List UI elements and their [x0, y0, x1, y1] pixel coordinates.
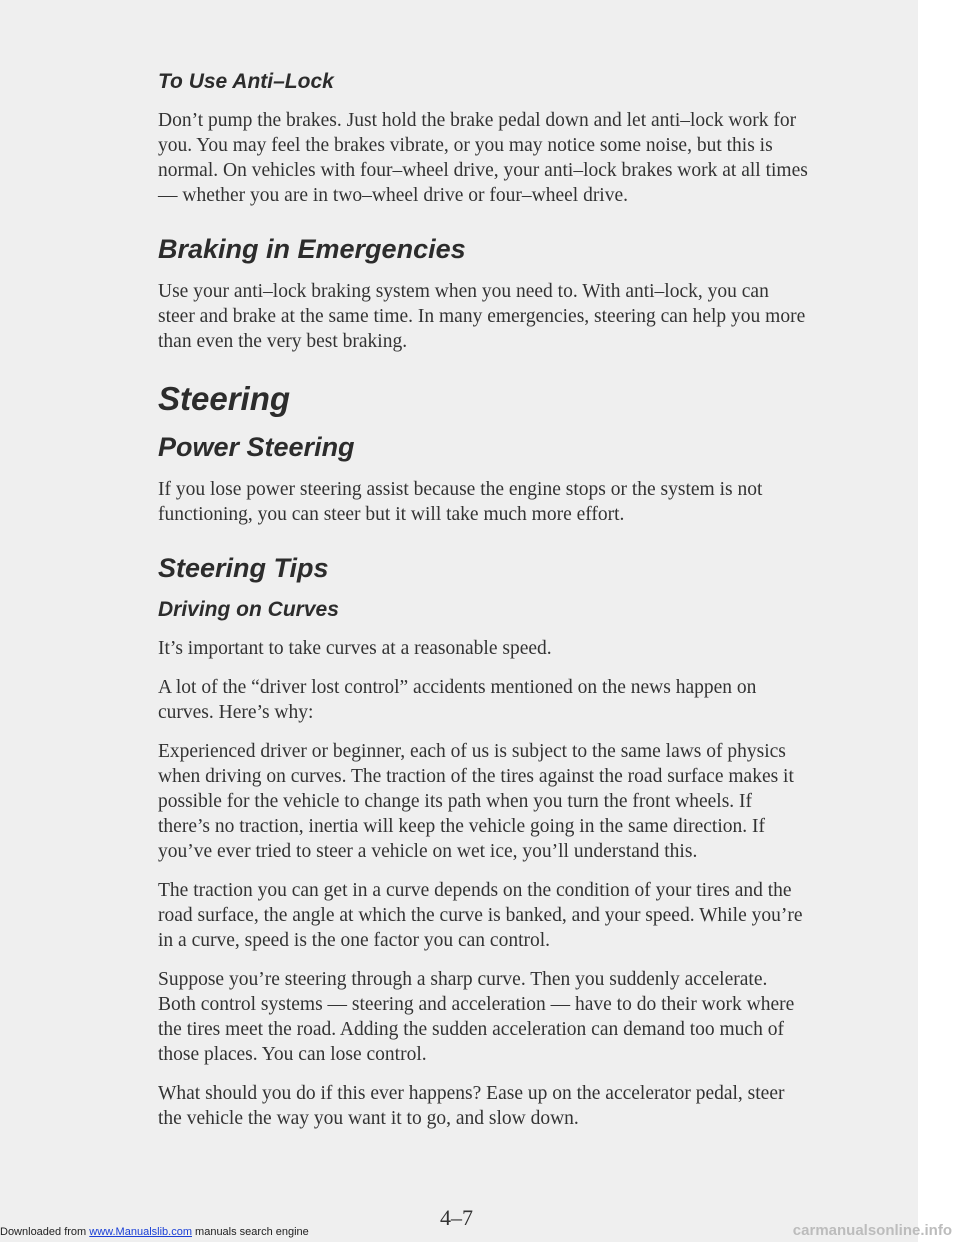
- heading-driving-on-curves: Driving on Curves: [158, 598, 339, 621]
- page-content: [158, 70, 808, 1145]
- page-number: 4–7: [440, 1205, 473, 1230]
- power-steering-paragraph: If you lose power steering assist because the engine stops or the system is not functioning, you can steer but it will take much more effort.: [158, 479, 763, 525]
- emergencies-paragraph: Use your anti–lock braking system when you need to. With anti–lock, you can steer and brake at the same time. In many emergencies, steering can help you more than even the very best braking.: [158, 281, 806, 352]
- footer-prefix: Downloaded from: [0, 1226, 90, 1238]
- anti-lock-paragraph: Don’t pump the brakes. Just hold the brake pedal down and let anti–lock work for you. You may feel the brakes vibrate, or you may notice some noise, but this is normal. On vehicles with four–wheel drive, your anti–lock brakes work at all times — whether you are in two–wheel drive or four–wheel drive.: [158, 110, 808, 206]
- heading-power-steering: Power Steering: [158, 432, 355, 462]
- curves-paragraph-5: Suppose you’re steering through a sharp curve. Then you suddenly accelerate. Both control systems — steering and acceleration — have to do their work where the tires meet the road. Adding the sudden acceleration can demand too much of those places. You can lose control.: [158, 969, 795, 1065]
- curves-paragraph-3: Experienced driver or beginner, each of us is subject to the same laws of physics when driving on curves. The traction of the tires against the road surface makes it possible for the vehicle to change its path when you turn the front wheels. If there’s no traction, inertia will keep the vehicle going in the same direction. If you’ve ever tried to steer a vehicle on wet ice, you’ll understand this.: [158, 741, 794, 862]
- curves-paragraph-6: What should you do if this ever happens? Ease up on the accelerator pedal, steer the vehicle the way you want it to go, and slow down.: [158, 1083, 785, 1129]
- site-watermark: carmanualsonline.info: [792, 1222, 952, 1239]
- curves-paragraph-2: A lot of the “driver lost control” accidents mentioned on the news happen on curves. Here’s why:: [158, 677, 757, 723]
- heading-steering-tips: Steering Tips: [158, 553, 329, 583]
- heading-to-use-anti-lock: To Use Anti–Lock: [158, 70, 334, 93]
- curves-paragraph-1: It’s important to take curves at a reasonable speed.: [158, 638, 552, 659]
- heading-steering: Steering: [158, 380, 291, 417]
- curves-paragraph-4: The traction you can get in a curve depends on the condition of your tires and the road surface, the angle at which the curve is banked, and your speed. While you’re in a curve, speed is the one factor you can control.: [158, 880, 803, 951]
- heading-braking-in-emergencies: Braking in Emergencies: [158, 234, 466, 264]
- footer-suffix: manuals search engine: [191, 1226, 309, 1238]
- download-footer: [0, 1226, 309, 1238]
- manualslib-link[interactable]: www.Manualslib.com: [89, 1226, 192, 1238]
